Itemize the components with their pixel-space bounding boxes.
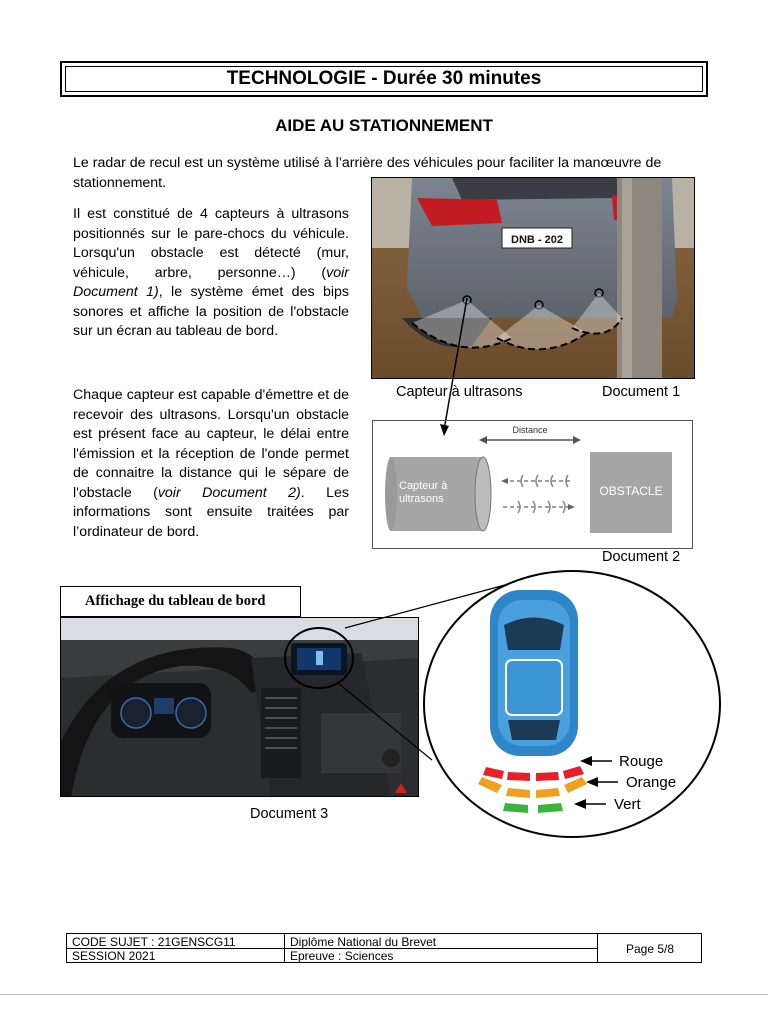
document3-caption: Document 3 [250, 806, 329, 822]
sensor-label: Capteur à ultrasons [396, 384, 523, 400]
document1-reference: voir Document 1) [73, 264, 349, 300]
intro-paragraph: Le radar de recul est un système utilisé à l’arrière des véhicules pour faciliter la manœuvre de stationnement. [73, 155, 662, 191]
sensor-text-2: ultrasons [399, 493, 444, 505]
sensor-text: Capteur à [399, 480, 448, 492]
page-title: TECHNOLOGIE - Durée 30 minutes [65, 66, 703, 92]
sensor-paragraph-text: Il est constitué de 4 capteurs à ultrasons positionnés sur le pare-chocs du véhicule. Lorsqu'un obstacle est détecté (mur, véhicule, arbre, personne…) ( [73, 206, 349, 281]
section-title: AIDE AU STATIONNEMENT [275, 116, 493, 135]
distance-label: Distance [512, 425, 548, 435]
document1-caption: Document 1 [602, 384, 681, 400]
page-number: Page 5/8 [625, 942, 675, 956]
legend-vert: Vert [614, 796, 641, 813]
diploma-name: Diplôme National du Brevet [290, 935, 437, 949]
document2-caption: Document 2 [602, 549, 681, 565]
legend-rouge: Rouge [619, 753, 664, 770]
car-top-view-icon [490, 590, 578, 756]
session: SESSION 2021 [72, 949, 156, 963]
obstacle-text: OBSTACLE [599, 484, 663, 498]
document2-reference: voir Document 2) [157, 484, 301, 501]
exam-name: Epreuve : Sciences [290, 949, 394, 963]
ultrasound-paragraph-text: Chaque capteur est capable d'émettre et de recevoir des ultrasons. Lorsqu'un obstacle est présent face au capteur, le délai entre l'émission et la réception de l'onde permet de connaitre la distance qui le sépare de l'obstacle ( [73, 387, 349, 501]
subject-code: CODE SUJET : 21GENSCG11 [72, 935, 236, 949]
page-bottom-rule [0, 994, 768, 995]
legend-orange: Orange [626, 774, 677, 791]
ultrasound-paragraph-text-end: . Les informations sont ensuite traitées par l’ordinateur de bord. [73, 484, 349, 540]
plate-text: DNB - 202 [511, 234, 563, 246]
footer-table [66, 933, 702, 963]
document3-title: Affichage du tableau de bord [60, 586, 301, 617]
sensor-paragraph-text-end: , le système émet des bips sonores et affiche la position de l'obstacle sur un écran au tableau de bord. [73, 284, 349, 339]
